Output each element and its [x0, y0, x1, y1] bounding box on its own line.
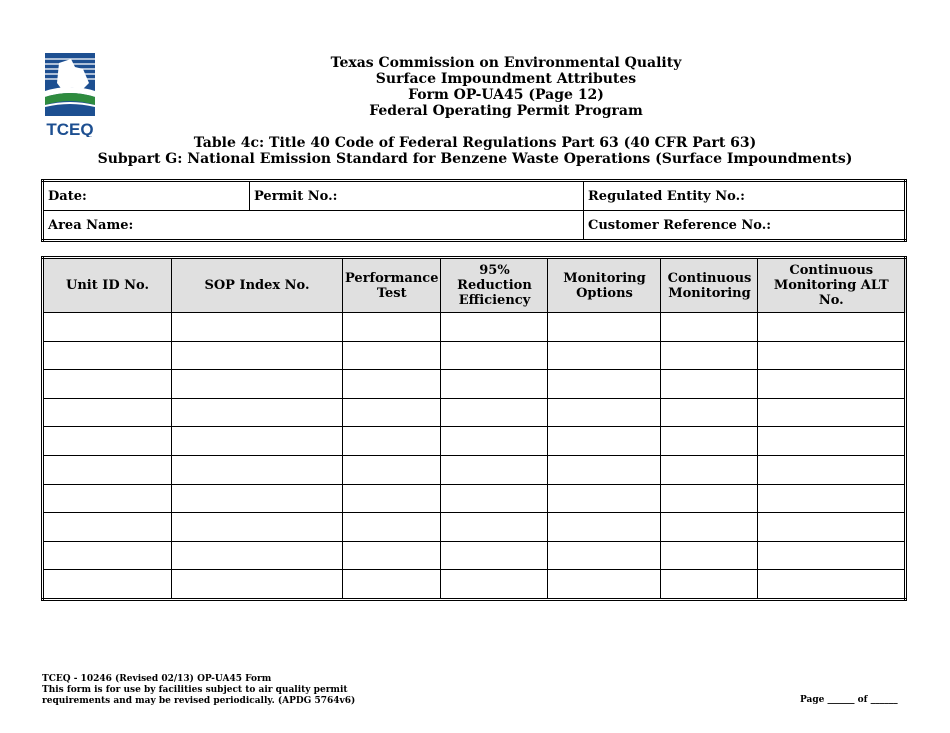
table-title-line1: Table 4c: Title 40 Code of Federal Regulations Part 63 (40 CFR Part 63) [193, 135, 757, 151]
page-number: Page ______ of ______ [800, 695, 898, 705]
table-cell[interactable] [661, 455, 758, 484]
agency-title: Texas Commission on Environmental Quality [330, 55, 682, 71]
area-name-field[interactable]: Area Name: [43, 211, 584, 241]
table-cell[interactable] [758, 427, 906, 456]
table-cell[interactable] [441, 313, 548, 342]
table-cell[interactable] [172, 570, 343, 600]
regulated-entity-field[interactable]: Regulated Entity No.: [584, 181, 906, 211]
table-title-line2: Subpart G: National Emission Standard for Benzene Waste Operations (Surface Impoundments) [97, 151, 853, 167]
table-cell[interactable] [661, 484, 758, 513]
table-cell[interactable] [758, 484, 906, 513]
col-monitoring-options: Monitoring Options [548, 258, 661, 313]
table-cell[interactable] [661, 541, 758, 570]
table-cell[interactable] [172, 341, 343, 370]
table-cell[interactable] [661, 341, 758, 370]
table-cell[interactable] [548, 513, 661, 542]
table-cell[interactable] [441, 370, 548, 399]
table-cell[interactable] [441, 541, 548, 570]
table-cell[interactable] [441, 484, 548, 513]
table-cell[interactable] [441, 341, 548, 370]
table-cell[interactable] [661, 313, 758, 342]
table-cell[interactable] [441, 455, 548, 484]
table-cell[interactable] [343, 341, 441, 370]
table-cell[interactable] [172, 313, 343, 342]
table-cell[interactable] [343, 541, 441, 570]
form-revision: TCEQ - 10246 (Revised 02/13) OP-UA45 Form [42, 674, 272, 684]
table-row [43, 398, 906, 427]
footer-note-2: requirements and may be revised periodically. (APDG 5764v6) [42, 696, 356, 706]
table-cell[interactable] [172, 513, 343, 542]
program-title: Federal Operating Permit Program [369, 103, 643, 119]
table-cell[interactable] [43, 513, 172, 542]
table-cell[interactable] [661, 570, 758, 600]
col-reduction-efficiency: 95% Reduction Efficiency [441, 258, 548, 313]
table-cell[interactable] [548, 313, 661, 342]
table-cell[interactable] [343, 513, 441, 542]
table-cell[interactable] [758, 541, 906, 570]
table-cell[interactable] [661, 427, 758, 456]
footer-note-1: This form is for use by facilities subject to air quality permit [42, 685, 348, 695]
table-cell[interactable] [441, 398, 548, 427]
date-field[interactable]: Date: [43, 181, 250, 211]
table-cell[interactable] [343, 427, 441, 456]
table-cell[interactable] [758, 370, 906, 399]
col-continuous-monitoring: Continuous Monitoring [661, 258, 758, 313]
table-cell[interactable] [43, 455, 172, 484]
attributes-table [41, 256, 907, 601]
table-cell[interactable] [172, 398, 343, 427]
col-continuous-monitoring-alt: Continuous Monitoring ALT No. [758, 258, 906, 313]
identification-table [41, 179, 907, 242]
table-row [43, 313, 906, 342]
table-cell[interactable] [548, 341, 661, 370]
table-cell[interactable] [548, 427, 661, 456]
table-cell[interactable] [43, 427, 172, 456]
table-row [43, 455, 906, 484]
table-cell[interactable] [172, 370, 343, 399]
table-cell[interactable] [548, 398, 661, 427]
table-cell[interactable] [172, 427, 343, 456]
table-cell[interactable] [43, 370, 172, 399]
table-row [43, 341, 906, 370]
table-cell[interactable] [43, 398, 172, 427]
col-unit-id: Unit ID No. [43, 258, 172, 313]
table-cell[interactable] [661, 398, 758, 427]
table-row [43, 513, 906, 542]
table-cell[interactable] [343, 370, 441, 399]
table-cell[interactable] [758, 341, 906, 370]
table-cell[interactable] [441, 570, 548, 600]
logo-text: TCEQ [46, 120, 94, 137]
table-cell[interactable] [661, 370, 758, 399]
table-cell[interactable] [758, 455, 906, 484]
table-cell[interactable] [172, 484, 343, 513]
table-cell[interactable] [548, 570, 661, 600]
table-cell[interactable] [758, 513, 906, 542]
table-cell[interactable] [343, 455, 441, 484]
form-number: Form OP-UA45 (Page 12) [408, 87, 604, 103]
form-subject: Surface Impoundment Attributes [375, 71, 637, 87]
table-cell[interactable] [548, 541, 661, 570]
table-row [43, 541, 906, 570]
form-header [150, 55, 862, 119]
table-cell[interactable] [43, 541, 172, 570]
table-cell[interactable] [758, 313, 906, 342]
col-performance-test: Performance Test [343, 258, 441, 313]
table-cell[interactable] [43, 570, 172, 600]
table-row [43, 370, 906, 399]
table-cell[interactable] [172, 541, 343, 570]
customer-reference-field[interactable]: Customer Reference No.: [584, 211, 906, 241]
form-footer [42, 674, 355, 707]
table-cell[interactable] [548, 484, 661, 513]
table-row [43, 570, 906, 600]
table-row [43, 484, 906, 513]
table-cell[interactable] [758, 570, 906, 600]
table-title [60, 135, 890, 167]
table-cell[interactable] [343, 570, 441, 600]
table-cell[interactable] [441, 427, 548, 456]
table-cell[interactable] [172, 455, 343, 484]
table-row [43, 427, 906, 456]
table-cell[interactable] [661, 513, 758, 542]
table-cell[interactable] [43, 341, 172, 370]
tceq-logo [45, 53, 97, 137]
table-cell[interactable] [343, 313, 441, 342]
table-cell[interactable] [758, 398, 906, 427]
table-header-row [43, 258, 906, 313]
table-cell[interactable] [548, 370, 661, 399]
table-cell[interactable] [441, 513, 548, 542]
table-cell[interactable] [43, 313, 172, 342]
table-cell[interactable] [343, 484, 441, 513]
table-cell[interactable] [343, 398, 441, 427]
col-sop-index: SOP Index No. [172, 258, 343, 313]
table-cell[interactable] [548, 455, 661, 484]
table-cell[interactable] [43, 484, 172, 513]
permit-no-field[interactable]: Permit No.: [250, 181, 584, 211]
